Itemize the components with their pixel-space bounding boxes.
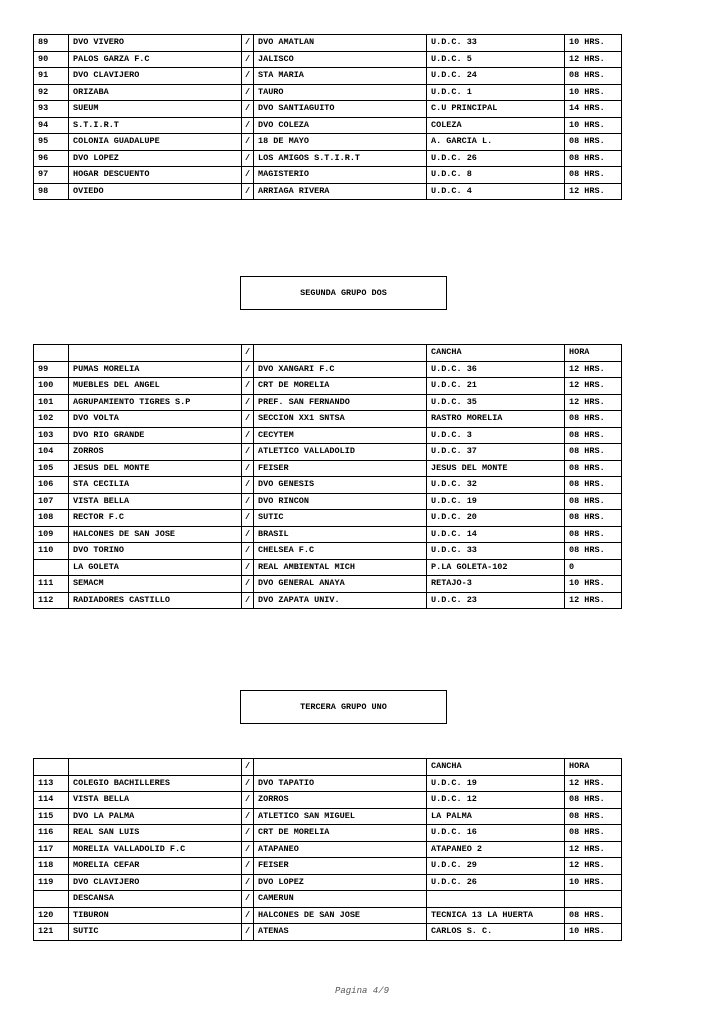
venue-cell: U.D.C. 21 <box>427 378 565 395</box>
home-team-cell: COLONIA GUADALUPE <box>69 134 242 151</box>
venue-cell: U.D.C. 5 <box>427 51 565 68</box>
match-number-cell: 100 <box>34 378 69 395</box>
match-number-cell: 90 <box>34 51 69 68</box>
venue-cell: U.D.C. 29 <box>427 858 565 875</box>
time-cell: 10 HRS. <box>565 117 622 134</box>
table-row <box>34 559 622 576</box>
table-row <box>34 924 622 941</box>
time-cell: 08 HRS. <box>565 411 622 428</box>
time-cell: 08 HRS. <box>565 68 622 85</box>
table-row <box>34 907 622 924</box>
fixtures-table-1 <box>33 34 622 200</box>
match-number-cell: 113 <box>34 775 69 792</box>
away-team-cell: PREF. SAN FERNANDO <box>254 394 427 411</box>
away-team-cell: ZORROS <box>254 792 427 809</box>
venue-cell: U.D.C. 36 <box>427 361 565 378</box>
away-team-cell: DVO LOPEZ <box>254 874 427 891</box>
table-row <box>34 874 622 891</box>
table-row <box>34 493 622 510</box>
home-team-cell: DVO CLAVIJERO <box>69 68 242 85</box>
match-number-cell: 121 <box>34 924 69 941</box>
table-row <box>34 841 622 858</box>
vs-separator-cell: / <box>242 510 254 527</box>
match-number-cell: 92 <box>34 84 69 101</box>
home-team-cell: DESCANSA <box>69 891 242 908</box>
home-team-cell: AGRUPAMIENTO TIGRES S.P <box>69 394 242 411</box>
vs-separator-cell: / <box>242 84 254 101</box>
home-team-cell: ORIZABA <box>69 84 242 101</box>
away-team-cell: STA MARIA <box>254 68 427 85</box>
vs-separator-cell: / <box>242 477 254 494</box>
vs-separator-cell: / <box>242 51 254 68</box>
vs-separator-cell: / <box>242 361 254 378</box>
away-team-cell: SECCION XX1 SNTSA <box>254 411 427 428</box>
home-team-cell: COLEGIO BACHILLERES <box>69 775 242 792</box>
match-number-cell: 105 <box>34 460 69 477</box>
home-team-cell: DVO CLAVIJERO <box>69 874 242 891</box>
table-row <box>34 792 622 809</box>
table-row <box>34 427 622 444</box>
venue-cell <box>427 891 565 908</box>
match-number-cell: 107 <box>34 493 69 510</box>
table-row <box>34 150 622 167</box>
venue-cell: A. GARCIA L. <box>427 134 565 151</box>
vs-separator-cell: / <box>242 427 254 444</box>
match-number-cell: 95 <box>34 134 69 151</box>
venue-cell: U.D.C. 19 <box>427 493 565 510</box>
match-number-cell <box>34 559 69 576</box>
table-row <box>34 101 622 118</box>
vs-separator-cell: / <box>242 907 254 924</box>
vs-separator-cell: / <box>242 543 254 560</box>
away-team-cell: HALCONES DE SAN JOSE <box>254 907 427 924</box>
home-team-cell: SUTIC <box>69 924 242 941</box>
home-team-cell: DVO RIO GRANDE <box>69 427 242 444</box>
home-team-cell: TIBURON <box>69 907 242 924</box>
table-row <box>34 68 622 85</box>
table-row <box>34 825 622 842</box>
match-number-cell: 118 <box>34 858 69 875</box>
venue-cell: U.D.C. 14 <box>427 526 565 543</box>
venue-cell: U.D.C. 33 <box>427 35 565 52</box>
table-row <box>34 592 622 609</box>
home-team-cell: STA CECILIA <box>69 477 242 494</box>
vs-separator-cell: / <box>242 35 254 52</box>
time-cell: 08 HRS. <box>565 477 622 494</box>
vs-separator-cell: / <box>242 759 254 776</box>
match-number-cell: 106 <box>34 477 69 494</box>
table-row <box>34 84 622 101</box>
match-number-cell: 114 <box>34 792 69 809</box>
match-number-cell: 104 <box>34 444 69 461</box>
venue-cell: COLEZA <box>427 117 565 134</box>
match-number-cell: 110 <box>34 543 69 560</box>
match-number-cell: 116 <box>34 825 69 842</box>
time-cell: 08 HRS. <box>565 792 622 809</box>
table-row <box>34 378 622 395</box>
time-cell: 08 HRS. <box>565 825 622 842</box>
away-team-cell: CHELSEA F.C <box>254 543 427 560</box>
vs-separator-cell: / <box>242 576 254 593</box>
vs-separator-cell: / <box>242 493 254 510</box>
away-team-cell: DVO GENESIS <box>254 477 427 494</box>
venue-cell: U.D.C. 8 <box>427 167 565 184</box>
home-team-cell: VISTA BELLA <box>69 792 242 809</box>
table-row <box>34 526 622 543</box>
match-number-cell: 112 <box>34 592 69 609</box>
away-team-cell: ATLETICO SAN MIGUEL <box>254 808 427 825</box>
venue-cell: U.D.C. 19 <box>427 775 565 792</box>
time-cell: 12 HRS. <box>565 775 622 792</box>
match-number-cell: 91 <box>34 68 69 85</box>
vs-separator-cell: / <box>242 378 254 395</box>
time-cell: HORA <box>565 759 622 776</box>
home-team-cell: RECTOR F.C <box>69 510 242 527</box>
venue-cell: U.D.C. 32 <box>427 477 565 494</box>
time-cell: 10 HRS. <box>565 576 622 593</box>
away-team-cell: JALISCO <box>254 51 427 68</box>
vs-separator-cell: / <box>242 775 254 792</box>
table-row <box>34 808 622 825</box>
away-team-cell: CECYTEM <box>254 427 427 444</box>
match-number-cell: 111 <box>34 576 69 593</box>
match-number-cell: 89 <box>34 35 69 52</box>
time-cell: 08 HRS. <box>565 907 622 924</box>
match-number-cell: 97 <box>34 167 69 184</box>
away-team-cell <box>254 759 427 776</box>
vs-separator-cell: / <box>242 150 254 167</box>
match-number-cell: 117 <box>34 841 69 858</box>
venue-cell: RETAJO-3 <box>427 576 565 593</box>
match-number-cell: 108 <box>34 510 69 527</box>
time-cell: 12 HRS. <box>565 394 622 411</box>
time-cell: 10 HRS. <box>565 84 622 101</box>
vs-separator-cell: / <box>242 526 254 543</box>
table-row <box>34 576 622 593</box>
home-team-cell: MORELIA CEFAR <box>69 858 242 875</box>
home-team-cell: DVO TORINO <box>69 543 242 560</box>
away-team-cell: CRT DE MORELIA <box>254 378 427 395</box>
venue-cell: U.D.C. 35 <box>427 394 565 411</box>
vs-separator-cell: / <box>242 167 254 184</box>
vs-separator-cell: / <box>242 460 254 477</box>
venue-cell: TECNICA 13 LA HUERTA <box>427 907 565 924</box>
venue-cell: U.D.C. 23 <box>427 592 565 609</box>
venue-cell: U.D.C. 26 <box>427 874 565 891</box>
away-team-cell: DVO SANTIAGUITO <box>254 101 427 118</box>
home-team-cell <box>69 345 242 362</box>
away-team-cell: FEISER <box>254 858 427 875</box>
time-cell: 08 HRS. <box>565 444 622 461</box>
time-cell: 10 HRS. <box>565 874 622 891</box>
time-cell: 12 HRS. <box>565 361 622 378</box>
away-team-cell: ATENAS <box>254 924 427 941</box>
home-team-cell: HALCONES DE SAN JOSE <box>69 526 242 543</box>
home-team-cell: MORELIA VALLADOLID F.C <box>69 841 242 858</box>
home-team-cell <box>69 759 242 776</box>
venue-cell: CANCHA <box>427 345 565 362</box>
time-cell: 12 HRS. <box>565 51 622 68</box>
venue-cell: LA PALMA <box>427 808 565 825</box>
venue-cell: U.D.C. 37 <box>427 444 565 461</box>
time-cell: 08 HRS. <box>565 427 622 444</box>
home-team-cell: SUEUM <box>69 101 242 118</box>
fixtures-table-3 <box>33 758 622 941</box>
home-team-cell: ZORROS <box>69 444 242 461</box>
away-team-cell: DVO AMATLAN <box>254 35 427 52</box>
venue-cell: U.D.C. 3 <box>427 427 565 444</box>
time-cell: 08 HRS. <box>565 510 622 527</box>
vs-separator-cell: / <box>242 117 254 134</box>
venue-cell: C.U PRINCIPAL <box>427 101 565 118</box>
vs-separator-cell: / <box>242 444 254 461</box>
home-team-cell: MUEBLES DEL ANGEL <box>69 378 242 395</box>
table-row <box>34 858 622 875</box>
vs-separator-cell: / <box>242 592 254 609</box>
venue-cell: JESUS DEL MONTE <box>427 460 565 477</box>
match-number-cell: 102 <box>34 411 69 428</box>
away-team-cell: REAL AMBIENTAL MICH <box>254 559 427 576</box>
fixtures-table-2 <box>33 344 622 609</box>
away-team-cell: DVO COLEZA <box>254 117 427 134</box>
time-cell: 12 HRS. <box>565 183 622 200</box>
away-team-cell: TAURO <box>254 84 427 101</box>
table-row <box>34 775 622 792</box>
away-team-cell: DVO XANGARI F.C <box>254 361 427 378</box>
vs-separator-cell: / <box>242 808 254 825</box>
venue-cell: CARLOS S. C. <box>427 924 565 941</box>
time-cell: 14 HRS. <box>565 101 622 118</box>
match-number-cell <box>34 759 69 776</box>
table-row <box>34 51 622 68</box>
table-row <box>34 444 622 461</box>
group-title-tercera-uno: TERCERA GRUPO UNO <box>240 690 447 724</box>
table-row <box>34 510 622 527</box>
time-cell: 08 HRS. <box>565 150 622 167</box>
away-team-cell: DVO TAPATIO <box>254 775 427 792</box>
away-team-cell: DVO RINCON <box>254 493 427 510</box>
away-team-cell: CRT DE MORELIA <box>254 825 427 842</box>
vs-separator-cell: / <box>242 101 254 118</box>
home-team-cell: LA GOLETA <box>69 559 242 576</box>
match-number-cell: 93 <box>34 101 69 118</box>
away-team-cell: ATAPANEO <box>254 841 427 858</box>
table-row <box>34 543 622 560</box>
vs-separator-cell: / <box>242 134 254 151</box>
away-team-cell: BRASIL <box>254 526 427 543</box>
match-number-cell: 99 <box>34 361 69 378</box>
table-row <box>34 361 622 378</box>
away-team-cell: MAGISTERIO <box>254 167 427 184</box>
vs-separator-cell: / <box>242 891 254 908</box>
vs-separator-cell: / <box>242 858 254 875</box>
match-number-cell: 120 <box>34 907 69 924</box>
away-team-cell: ARRIAGA RIVERA <box>254 183 427 200</box>
time-cell: 08 HRS. <box>565 526 622 543</box>
vs-separator-cell: / <box>242 394 254 411</box>
vs-separator-cell: / <box>242 841 254 858</box>
home-team-cell: OVIEDO <box>69 183 242 200</box>
table-row <box>34 167 622 184</box>
venue-cell: U.D.C. 26 <box>427 150 565 167</box>
home-team-cell: DVO VOLTA <box>69 411 242 428</box>
match-number-cell: 109 <box>34 526 69 543</box>
venue-cell: U.D.C. 12 <box>427 792 565 809</box>
home-team-cell: SEMACM <box>69 576 242 593</box>
away-team-cell: DVO ZAPATA UNIV. <box>254 592 427 609</box>
table-row <box>34 891 622 908</box>
table-row <box>34 477 622 494</box>
home-team-cell: DVO LA PALMA <box>69 808 242 825</box>
vs-separator-cell: / <box>242 411 254 428</box>
venue-cell: CANCHA <box>427 759 565 776</box>
time-cell: 12 HRS. <box>565 858 622 875</box>
home-team-cell: VISTA BELLA <box>69 493 242 510</box>
vs-separator-cell: / <box>242 559 254 576</box>
table-header-row <box>34 759 622 776</box>
match-number-cell: 94 <box>34 117 69 134</box>
table-row <box>34 394 622 411</box>
vs-separator-cell: / <box>242 183 254 200</box>
time-cell: 12 HRS. <box>565 841 622 858</box>
away-team-cell: FEISER <box>254 460 427 477</box>
time-cell: 08 HRS. <box>565 543 622 560</box>
away-team-cell: SUTIC <box>254 510 427 527</box>
match-number-cell: 98 <box>34 183 69 200</box>
match-number-cell: 115 <box>34 808 69 825</box>
vs-separator-cell: / <box>242 924 254 941</box>
match-number-cell: 101 <box>34 394 69 411</box>
home-team-cell: HOGAR DESCUENTO <box>69 167 242 184</box>
time-cell <box>565 891 622 908</box>
home-team-cell: RADIADORES CASTILLO <box>69 592 242 609</box>
group-title-segunda-dos: SEGUNDA GRUPO DOS <box>240 276 447 310</box>
home-team-cell: DVO VIVERO <box>69 35 242 52</box>
venue-cell: RASTRO MORELIA <box>427 411 565 428</box>
time-cell: 0 <box>565 559 622 576</box>
venue-cell: U.D.C. 33 <box>427 543 565 560</box>
vs-separator-cell: / <box>242 345 254 362</box>
venue-cell: U.D.C. 20 <box>427 510 565 527</box>
match-number-cell: 119 <box>34 874 69 891</box>
table-header-row <box>34 345 622 362</box>
venue-cell: U.D.C. 16 <box>427 825 565 842</box>
home-team-cell: JESUS DEL MONTE <box>69 460 242 477</box>
time-cell: 12 HRS. <box>565 378 622 395</box>
page-number: Pagina 4/9 <box>334 986 389 996</box>
match-number-cell <box>34 345 69 362</box>
home-team-cell: PUMAS MORELIA <box>69 361 242 378</box>
time-cell: 08 HRS. <box>565 493 622 510</box>
table-row <box>34 460 622 477</box>
home-team-cell: PALOS GARZA F.C <box>69 51 242 68</box>
away-team-cell: LOS AMIGOS S.T.I.R.T <box>254 150 427 167</box>
vs-separator-cell: / <box>242 825 254 842</box>
away-team-cell: CAMERUN <box>254 891 427 908</box>
table-row <box>34 183 622 200</box>
time-cell: 12 HRS. <box>565 592 622 609</box>
table-row <box>34 117 622 134</box>
table-row <box>34 134 622 151</box>
match-number-cell: 96 <box>34 150 69 167</box>
venue-cell: ATAPANEO 2 <box>427 841 565 858</box>
time-cell: 08 HRS. <box>565 808 622 825</box>
venue-cell: U.D.C. 24 <box>427 68 565 85</box>
time-cell: 10 HRS. <box>565 35 622 52</box>
vs-separator-cell: / <box>242 792 254 809</box>
vs-separator-cell: / <box>242 68 254 85</box>
home-team-cell: DVO LOPEZ <box>69 150 242 167</box>
home-team-cell: REAL SAN LUIS <box>69 825 242 842</box>
time-cell: 08 HRS. <box>565 134 622 151</box>
table-row <box>34 35 622 52</box>
venue-cell: U.D.C. 1 <box>427 84 565 101</box>
away-team-cell: 18 DE MAYO <box>254 134 427 151</box>
match-number-cell: 103 <box>34 427 69 444</box>
venue-cell: U.D.C. 4 <box>427 183 565 200</box>
table-row <box>34 411 622 428</box>
time-cell: HORA <box>565 345 622 362</box>
home-team-cell: S.T.I.R.T <box>69 117 242 134</box>
time-cell: 10 HRS. <box>565 924 622 941</box>
venue-cell: P.LA GOLETA-102 <box>427 559 565 576</box>
away-team-cell: ATLETICO VALLADOLID <box>254 444 427 461</box>
match-number-cell <box>34 891 69 908</box>
away-team-cell: DVO GENERAL ANAYA <box>254 576 427 593</box>
vs-separator-cell: / <box>242 874 254 891</box>
time-cell: 08 HRS. <box>565 167 622 184</box>
time-cell: 08 HRS. <box>565 460 622 477</box>
away-team-cell <box>254 345 427 362</box>
